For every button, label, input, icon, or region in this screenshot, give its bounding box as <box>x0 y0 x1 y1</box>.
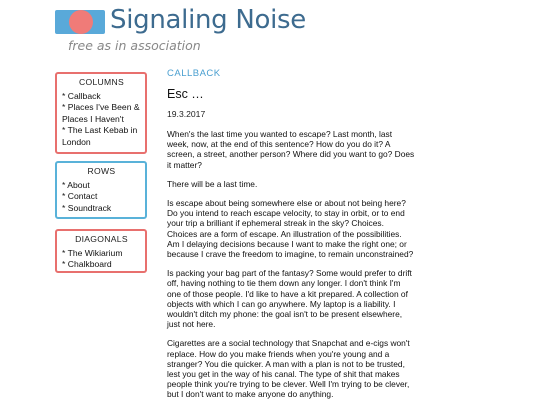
site-tagline: free as in association <box>68 38 201 53</box>
post-date: 19.3.2017 <box>167 109 206 119</box>
nav-link-wikiarium[interactable]: * The Wikiarium <box>62 247 123 258</box>
logo-circle <box>69 10 93 34</box>
site-title[interactable]: Signaling Noise <box>110 5 306 35</box>
columns-nav-box <box>55 72 147 154</box>
rows-nav-box <box>55 161 147 219</box>
post-title[interactable]: Esc … <box>167 87 204 101</box>
columns-title: COLUMNS <box>78 77 125 87</box>
rows-title: ROWS <box>87 166 116 176</box>
diagonals-title: DIAGONALS <box>75 234 128 244</box>
post-content <box>167 68 415 408</box>
post-paragraph: Cigarettes are a social technology that Snapchat and e-cigs won't replace. How do you make friends when you're young and a stranger? You die quicker. A man with a plan is not to be trusted, lest you get in the way of his canal. The type of shit that makes people think you're trying to be clever. Well I'm trying to be clever, but I don't want to make anyone do anything. <box>167 338 410 400</box>
post-category-link[interactable]: CALLBACK <box>167 68 221 79</box>
nav-link-about[interactable]: * About <box>62 179 90 190</box>
nav-link-chalkboard[interactable]: * Chalkboard <box>62 259 112 270</box>
signal-logo-icon[interactable] <box>55 10 105 34</box>
nav-link-last-kebab[interactable]: * The Last Kebab in London <box>62 125 138 147</box>
nav-link-callback[interactable]: * Callback <box>62 90 101 101</box>
post-paragraph: Is packing your bag part of the fantasy? Some would prefer to drift off, having nothing to tie them down any longer. I don't think I'm one of those people. I'd like to have a kit prepared. A collection of objects with which I can go anywhere. My laptop is a liability. I wouldn't ditch my phone: the goal isn't to be present elsewhere, just not here. <box>167 268 412 330</box>
diagonals-nav-box <box>55 229 147 273</box>
post-paragraph: Is escape about being somewhere else or about not being here? Do you intend to reach escape velocity, to stay in orbit, or to end your trip a brilliant if ephemeral streak in the sky? Choices. Choices are a form of escape. An illustration of the possibilities. Am I delaying decisions because I want to make the right one; or because I crave the freedom to imagine, to remain unconstrained? <box>167 198 414 260</box>
nav-link-contact[interactable]: * Contact <box>62 191 98 202</box>
post-paragraph: There will be a last time. <box>167 178 258 189</box>
nav-link-places[interactable]: * Places I've Been & Places I Haven't <box>62 102 140 124</box>
nav-link-soundtrack[interactable]: * Soundtrack <box>62 202 112 213</box>
post-paragraph: When's the last time you wanted to escape? Last month, last week, now, at the end of this sentence? How do you do it? A screen, a street, another person? Where did you want to go? Does it matter? <box>167 129 415 170</box>
